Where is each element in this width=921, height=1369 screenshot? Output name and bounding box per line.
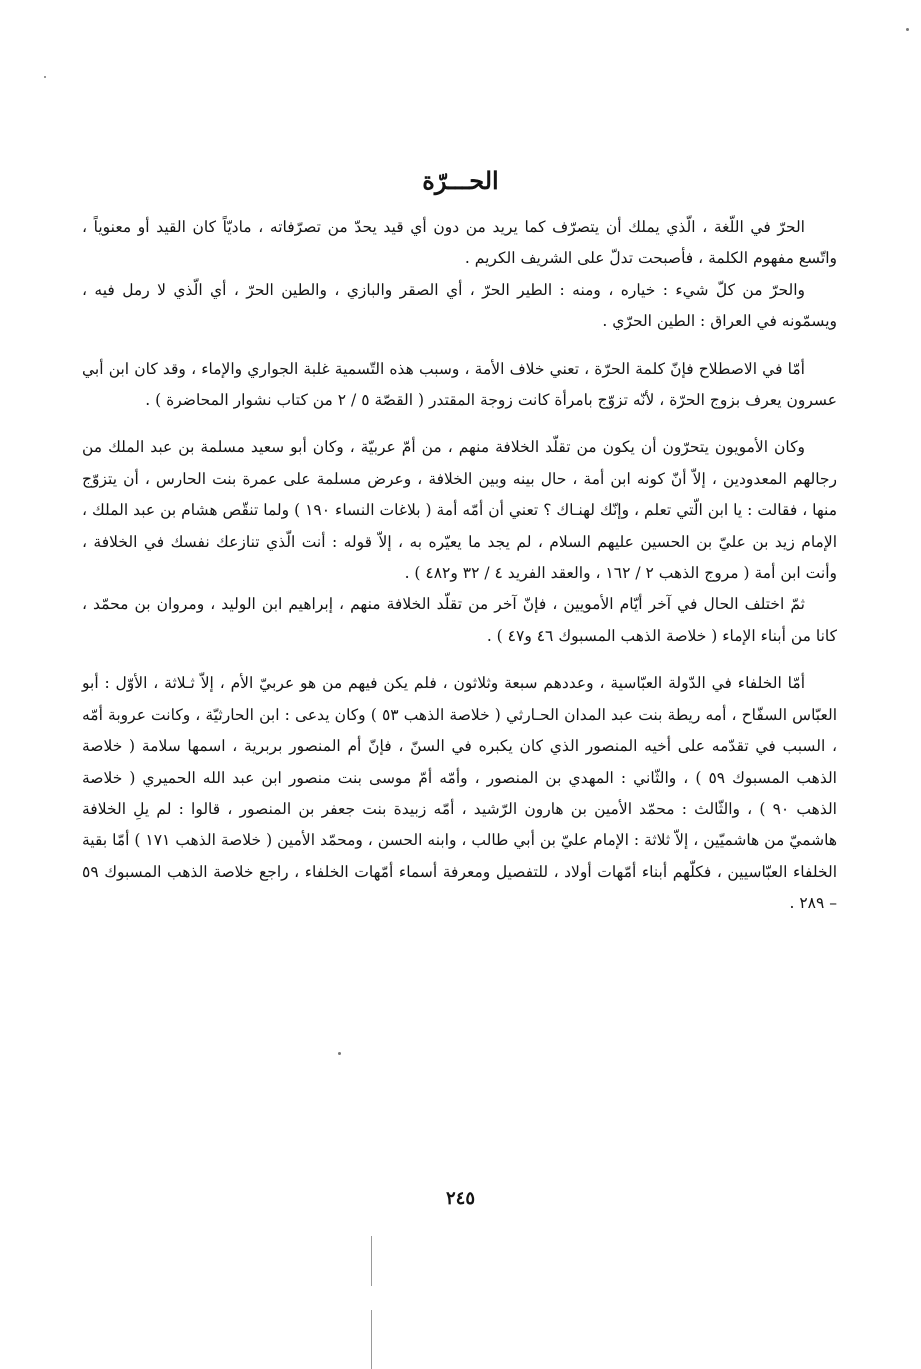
scan-speck	[906, 28, 909, 31]
paragraph-spacer	[82, 338, 837, 354]
paragraph-abbasids: أمّا الخلفاء في الدّولة العبّاسية ، وعددهم سبعة وثلاثون ، فلم يكن فيهم من هو عربيّ الأم ، إلاّ ثـلاثة ، الأوّل : أبو العبّاس السفّاح ، أمه ريطة بنت عبد المدان الحـارثي ( خلاصة الذهب ٥٣ ) وكان يدعى : ابن الحارثيّة ، وكانت عروبة أمّه ، السبب في تقدّمه على أخيه المنصور الذي كان يكبره في السنّ ، فإنّ أم المنصور بربرية ، اسمها سلامة ( خلاصة الذهب المسبوك ٥٩ ) ، والثّاني : المهدي بن المنصور ، وأمّه أمّ موسى بنت منصور ابن عبد الله الحميري ( خلاصة الذهب ٩٠ ) ، والثّالث : محمّد الأمين بن هارون الرّشيد ، أمّه زبيدة بنت جعفر بن المنصور ، قالوا : لم يلِ الخلافة هاشميّ من هاشميّين ، إلاّ ثلاثة : الإمام عليّ بن أبي طالب ، وابنه الحسن ، ومحمّد الأمين ( خلاصة الذهب ١٧١ ) أمّا بقية الخلفاء العبّاسيين ، فكلّهم أبناء أمّهات أولاد ، للتفصيل ومعرفة أسماء أمّهات الخلفاء ، راجع خلاصة الذهب المسبوك ٥٩ – ٢٨٩ .	[82, 674, 837, 913]
scan-line	[371, 1236, 372, 1286]
page-body	[82, 212, 837, 920]
scan-speck	[338, 1052, 341, 1055]
paragraph-spacer	[82, 416, 837, 432]
paragraph-late-umayyads: ثمّ اختلف الحال في آخر أيّام الأمويين ، فإنّ آخر من تقلّد الخلافة منهم ، إبراهيم ابن الوليد ، ومروان بن محمّد ، كانا من أبناء الإماء ( خلاصة الذهب المسبوك ٤٦ و٤٧ ) .	[82, 595, 837, 645]
page-title: الحـــرّة	[422, 166, 499, 195]
paragraph-definition: الحرّ في اللّغة ، الّذي يملك أن يتصرّف كما يريد من دون أي قيد يحدّ من تصرّفاته ، ماديّاً كان القيد أو معنوياً ، واتّسع مفهوم الكلمة ، فأصبحت تدلّ على الشريف الكريم .	[82, 218, 837, 268]
paragraph-umayyads: وكان الأمويون يتحرّون أن يكون من تقلّد الخلافة منهم ، من أمّ عربيّة ، وكان أبو سعيد مسلمة بن عبد الملك من رجالهم المعدودين ، إلاّ أنّ كونه ابن أمة ، حال بينه وبين الخلافة ، وعرض مسلمة على عمرة بنت الحارس ، أن يتزوّج منها ، فقالت : يا ابن الّتي تعلم ، وإنّك لهنـاك ؟ تعني أن أمّه أمة ( بلاغات النساء ١٩٠ ) ولما تنقّص هشام بن عبد الملك ، الإمام زيد بن عليّ بن الحسين عليهم السلام ، لم يجد ما يعيّره به ، إلاّ قوله : أنت الّذي تنازعك نفسك في الخلافة ، وأنت ابن أمة ( مروج الذهب ٢ / ١٦٢ ، والعقد الفريد ٤ / ٣٢ و٤٨٢ ) .	[82, 438, 837, 583]
scan-line	[371, 1310, 372, 1369]
paragraph-examples: والحرّ من كلّ شيء : خياره ، ومنه : الطير الحرّ ، أي الصقر والبازي ، والطين الحرّ ، أي الّذي لا رمل فيه ، ويسمّونه في العراق : الطين الحرّي .	[82, 280, 837, 331]
scan-speck	[44, 76, 46, 78]
paragraph-spacer	[82, 652, 837, 668]
paragraph-terminology: أمّا في الاصطلاح فإنّ كلمة الحرّة ، تعني خلاف الأمة ، وسبب هذه التّسمية غلبة الجواري والإماء ، وقد كان ابن أبي عسرون يعرف بزوج الحرّة ، لأنّه تزوّج بامرأة كانت زوجة المقتدر ( القصّة ٥ / ٢ من كتاب نشوار المحاضرة ) .	[82, 359, 837, 410]
page-number: ٢٤٥	[445, 1188, 475, 1209]
